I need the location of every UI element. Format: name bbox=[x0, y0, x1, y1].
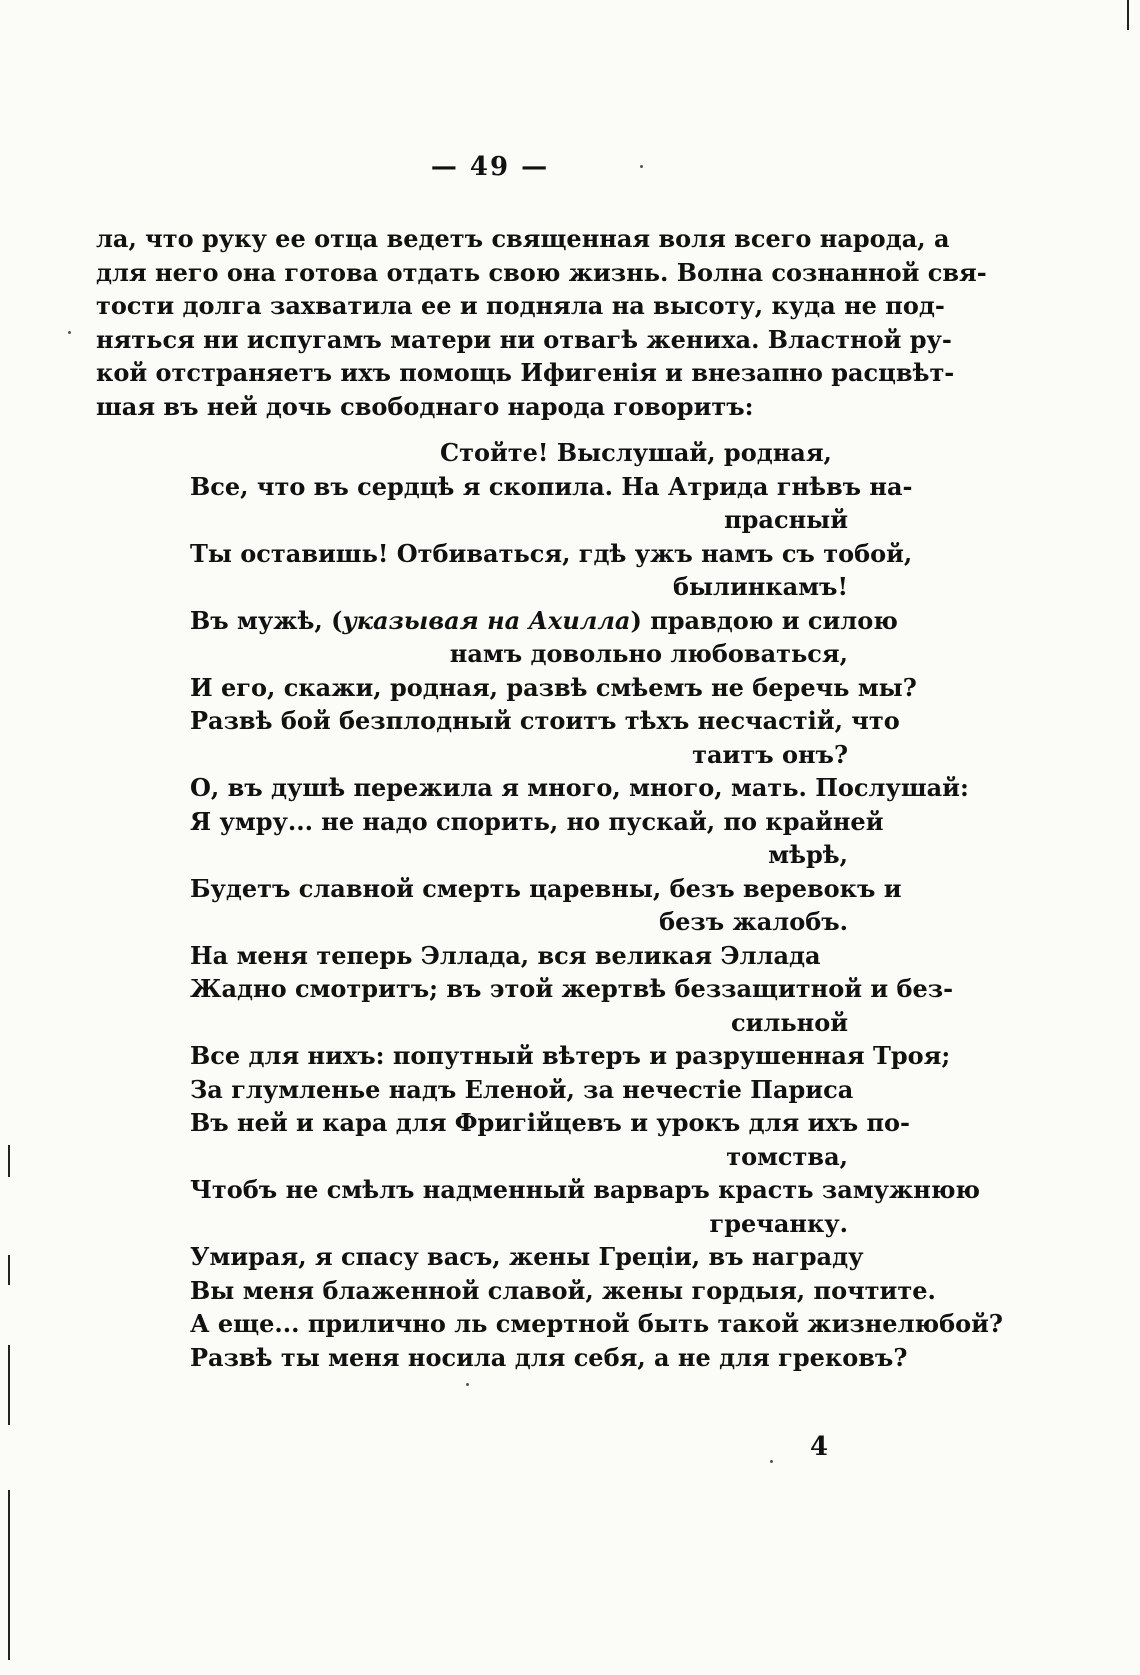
verse-block bbox=[190, 436, 1003, 1374]
verse-line: Въ ней и кара для Фригійцевъ и урокъ для ихъ по- bbox=[190, 1108, 911, 1137]
verse-line: Умирая, я спасу васъ, жены Греціи, въ награду bbox=[190, 1242, 864, 1271]
verse-line-continuation: былинкамъ! bbox=[672, 572, 848, 601]
verse-line: Ты оставишь! Отбиваться, гдѣ ужъ намъ съ тобой, bbox=[190, 538, 913, 568]
verse-line-continuation: безъ жалобъ. bbox=[659, 907, 848, 936]
verse-line: Жадно смотритъ; въ этой жертвѣ беззащитной и без- bbox=[190, 974, 954, 1003]
stage-direction: указывая на Ахилла bbox=[342, 605, 631, 635]
print-speck bbox=[770, 1460, 773, 1463]
page-number: — 49 — bbox=[430, 152, 550, 182]
page-edge-left-4 bbox=[8, 1490, 10, 1660]
verse-line: Чтобъ не смѣлъ надменный варваръ красть замужнюю bbox=[190, 1175, 981, 1204]
verse-line bbox=[190, 604, 898, 638]
page-edge-top-right bbox=[1127, 0, 1129, 30]
verse-line: Развѣ ты меня носила для себя, а не для грековъ? bbox=[190, 1342, 908, 1372]
verse-line: О, въ душѣ пережила я много, много, мать. Послушай: bbox=[190, 773, 969, 802]
verse-text: ) правдою и силою bbox=[630, 605, 898, 635]
page-edge-left-2 bbox=[8, 1255, 10, 1285]
prose-line: кой отстраняетъ ихъ помощь Ифигенія и внезапно расцвѣт- bbox=[96, 358, 955, 387]
verse-line-continuation: мѣрѣ, bbox=[768, 840, 848, 869]
verse-line-continuation: намъ довольно любоваться, bbox=[449, 639, 848, 668]
verse-line: А еще... прилично ль смертной быть такой жизнелюбой? bbox=[190, 1309, 1003, 1338]
prose-line: шая въ ней дочь свободнаго народа говоритъ: bbox=[96, 391, 754, 421]
prose-line: ла, что руку ее отца ведетъ священная воля всего народа, а bbox=[96, 224, 950, 253]
verse-line: Я умру... не надо спорить, но пускай, по крайней bbox=[190, 806, 884, 836]
verse-line: И его, скажи, родная, развѣ смѣемъ не беречь мы? bbox=[190, 672, 917, 702]
verse-line: Вы меня блаженной славой, жены гордыя, почтите. bbox=[190, 1275, 936, 1305]
signature-mark: 4 bbox=[810, 1432, 829, 1462]
print-speck bbox=[640, 165, 643, 168]
page-edge-left-1 bbox=[8, 1145, 10, 1177]
prose-line: няться ни испугамъ матери ни отвагѣ жениха. Властной ру- bbox=[96, 324, 952, 354]
verse-line: Стойте! Выслушай, родная, bbox=[440, 438, 832, 467]
verse-line: На меня теперь Эллада, вся великая Эллада bbox=[190, 940, 821, 970]
prose-line: для него она готова отдать свою жизнь. Волна сознанной свя- bbox=[96, 257, 987, 287]
print-speck bbox=[68, 331, 71, 334]
prose-line: тости долга захватила ее и подняла на высоту, куда не под- bbox=[96, 291, 945, 320]
verse-line-continuation: гречанку. bbox=[709, 1208, 848, 1238]
verse-line: Все для нихъ: попутный вѣтеръ и разрушенная Троя; bbox=[190, 1041, 951, 1070]
print-speck bbox=[466, 1383, 469, 1386]
prose-paragraph bbox=[96, 222, 987, 423]
verse-line: Будетъ славной смерть царевны, безъ веревокъ и bbox=[190, 873, 902, 903]
verse-line: Все, что въ сердцѣ я скопила. На Атрида гнѣвъ на- bbox=[190, 471, 913, 501]
verse-line-continuation: прасный bbox=[724, 505, 848, 534]
page-edge-left-3 bbox=[8, 1345, 10, 1425]
verse-text: Въ мужѣ, ( bbox=[190, 605, 343, 635]
verse-line-continuation: таитъ онъ? bbox=[692, 739, 848, 769]
verse-line-continuation: сильной bbox=[731, 1007, 848, 1037]
verse-line: За глумленье надъ Еленой, за нечестіе Париса bbox=[190, 1074, 854, 1104]
verse-line-continuation: томства, bbox=[726, 1141, 848, 1171]
verse-line: Развѣ бой безплодный стоитъ тѣхъ несчастій, что bbox=[190, 706, 900, 735]
